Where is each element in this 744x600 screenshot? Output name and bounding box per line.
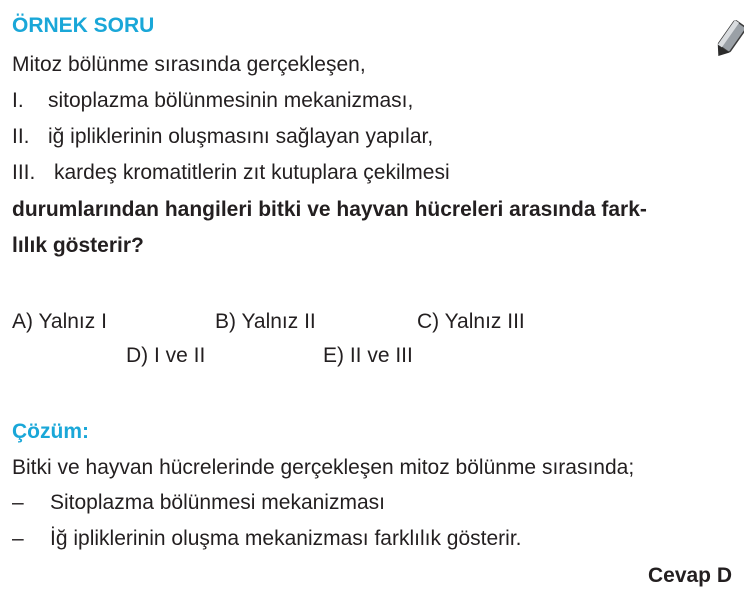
statement-2-number: II. — [12, 125, 30, 148]
solution-bullet-1-text: Sitoplazma bölünmesi mekanizması — [50, 491, 385, 514]
solution-bullet-2-dash: – — [12, 527, 24, 550]
statement-2 — [12, 124, 433, 150]
pencil-icon — [714, 18, 744, 60]
statement-1-number: I. — [12, 89, 24, 112]
statement-3-text: kardeş kromatitlerin zıt kutuplara çekilmesi — [54, 161, 450, 184]
question-intro: Mitoz bölünme sırasında gerçekleşen, — [12, 53, 366, 76]
option-a[interactable]: A) Yalnız I — [12, 310, 107, 333]
solution-bullet-2 — [12, 526, 522, 552]
statement-3 — [12, 160, 450, 186]
answer-label: Cevap D — [647, 564, 732, 587]
solution-bullet-1 — [12, 490, 385, 516]
option-e[interactable]: E) II ve III — [323, 344, 413, 367]
option-c[interactable]: C) Yalnız III — [417, 310, 525, 333]
solution-intro: Bitki ve hayvan hücrelerinde gerçekleşen mitoz bölünme sırasında; — [12, 456, 635, 479]
statement-2-text: iğ ipliklerinin oluşmasını sağlayan yapılar, — [48, 125, 434, 148]
option-b[interactable]: B) Yalnız II — [215, 310, 316, 333]
statement-1 — [12, 88, 413, 114]
question-prompt-line-1: durumlarından hangileri bitki ve hayvan hücreleri arasında fark- — [12, 198, 647, 221]
option-d[interactable]: D) I ve II — [126, 344, 206, 367]
statement-1-text: sitoplazma bölünmesinin mekanizması, — [48, 89, 414, 112]
statement-3-number: III. — [12, 161, 36, 184]
solution-heading: Çözüm: — [12, 420, 89, 443]
question-prompt-line-2: lılık gösterir? — [12, 234, 144, 257]
question-heading: ÖRNEK SORU — [12, 14, 155, 37]
solution-bullet-1-dash: – — [12, 491, 24, 514]
solution-bullet-2-text: İğ ipliklerinin oluşma mekanizması farklılık gösterir. — [50, 527, 522, 550]
